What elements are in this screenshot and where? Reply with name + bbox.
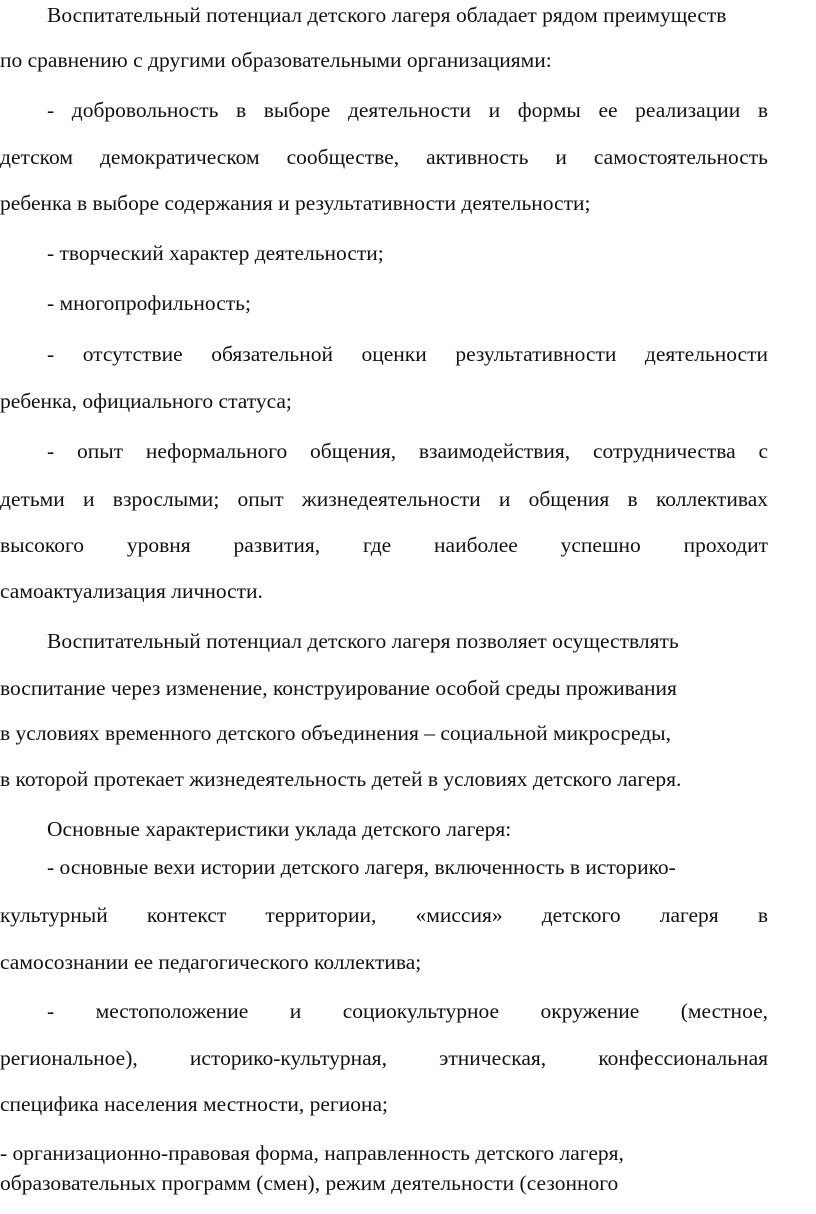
- list-item-line: самосознании ее педагогического коллектива;: [0, 950, 422, 974]
- list-item-line: - организационно-правовая форма, направленность детского лагеря,: [0, 1141, 624, 1165]
- list-item-line: ребенка в выборе содержания и результативности деятельности;: [0, 191, 591, 215]
- list-item-line: - основные вехи истории детского лагеря, включенность в историко-: [47, 855, 676, 879]
- list-item-line: ребенка, официального статуса;: [0, 389, 292, 413]
- list-item-line: культурный контекст территории, «миссия» детского лагеря в: [0, 903, 768, 927]
- list-item-line: специфика населения местности, региона;: [0, 1092, 389, 1116]
- list-item-line: - местоположение и социокультурное окружение (местное,: [47, 999, 768, 1023]
- list-item-line: образовательных программ (смен), режим деятельности (сезонного: [0, 1171, 619, 1195]
- paragraph-line: Воспитательный потенциал детского лагеря обладает рядом преимуществ: [47, 3, 727, 27]
- paragraph-line: Воспитательный потенциал детского лагеря позволяет осуществлять: [47, 629, 679, 653]
- paragraph-line: воспитание через изменение, конструирование особой среды проживания: [0, 676, 677, 700]
- list-item-line: - творческий характер деятельности;: [47, 241, 384, 265]
- list-item-line: - многопрофильность;: [47, 291, 251, 315]
- list-item-line: детьми и взрослыми; опыт жизнедеятельности и общения в коллективах: [0, 487, 768, 511]
- list-item-line: детском демократическом сообществе, активность и самостоятельность: [0, 145, 768, 169]
- list-item-line: - добровольность в выборе деятельности и формы ее реализации в: [47, 98, 768, 122]
- paragraph-line: в которой протекает жизнедеятельность детей в условиях детского лагеря.: [0, 767, 682, 791]
- paragraph-line: в условиях временного детского объединения – социальной микросреды,: [0, 721, 671, 745]
- list-item-line: - отсутствие обязательной оценки результативности деятельности: [47, 342, 768, 366]
- list-item-line: высокого уровня развития, где наиболее успешно проходит: [0, 533, 768, 557]
- list-item-line: региональное), историко-культурная, этническая, конфессиональная: [0, 1046, 768, 1070]
- list-item-line: самоактуализация личности.: [0, 579, 263, 603]
- section-heading: Основные характеристики уклада детского лагеря:: [47, 817, 512, 841]
- paragraph-line: по сравнению с другими образовательными организациями:: [0, 48, 552, 72]
- list-item-line: - опыт неформального общения, взаимодействия, сотрудничества с: [47, 439, 768, 463]
